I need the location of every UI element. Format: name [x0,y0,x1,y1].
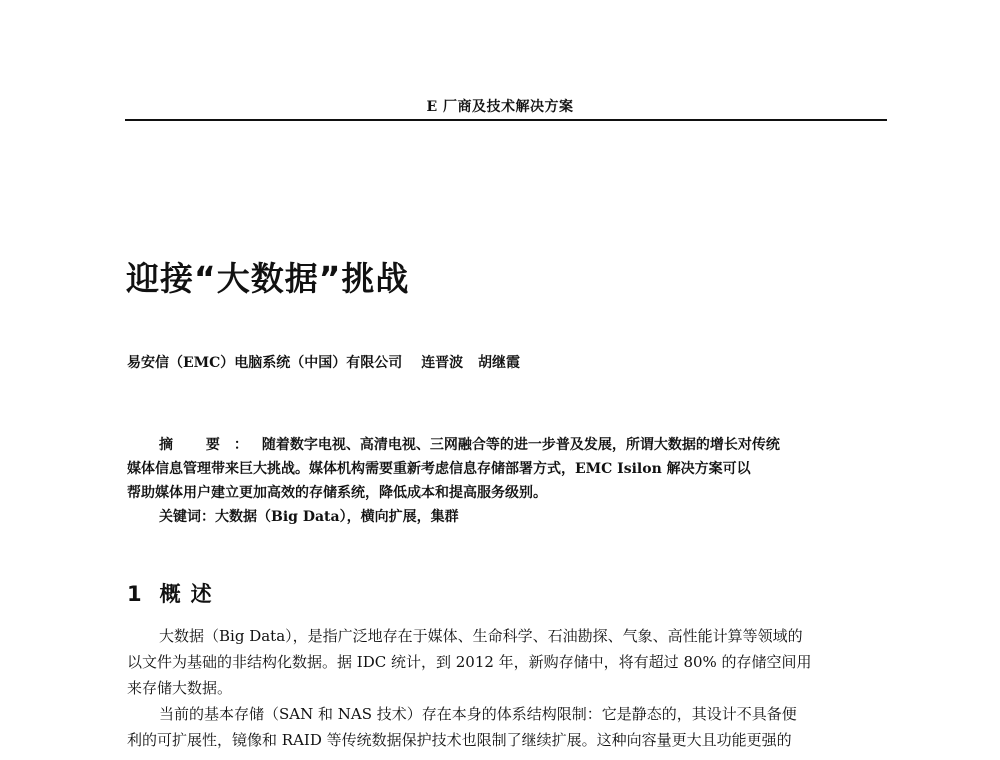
paragraph-line: 来存储大数据。 [127,679,233,697]
abstract-text: 随着数字电视、高清电视、三网融合等的进一步普及发展，所谓大数据的增长对传统 [261,437,780,453]
abstract-label: 摘 要： [159,437,262,453]
abstract-line [127,433,885,457]
author-line [127,352,520,372]
paragraph-line: 以文件为基础的非结构化数据。据 IDC 统计，到 2012 年，新购存储中，将有超过 80% 的存储空间用 [127,653,812,671]
abstract-line: 媒体信息管理带来巨大挑战。媒体机构需要重新考虑信息存储部署方式，EMC Isilon 解决方案可以 [127,461,751,477]
keywords [127,505,885,529]
keywords-text: 大数据（Big Data），横向扩展，集群 [215,509,459,525]
paragraph-line: 当前的基本存储（SAN 和 NAS 技术）存在本身的体系结构限制：它是静态的，其设计不具备便 [159,705,797,723]
section-heading [127,578,222,608]
section-title: 概述 [159,582,222,606]
body-text [127,623,885,753]
abstract [127,433,885,529]
author-affiliation: 易安信（EMC）电脑系统（中国）有限公司 [127,355,403,371]
abstract-line: 帮助媒体用户建立更加高效的存储系统，降低成本和提高服务级别。 [127,485,547,501]
section-number: 1 [127,582,142,606]
paragraph-line: 大数据（Big Data），是指广泛地存在于媒体、生命科学、石油勘探、气象、高性能计算等领域的 [159,627,803,645]
author-names: 连晋波 胡继霞 [421,355,521,371]
keywords-label: 关键词： [159,509,215,525]
paragraph-line: 利的可扩展性，镜像和 RAID 等传统数据保护技术也限制了继续扩展。这种向容量更大且功能更强的 [127,731,792,749]
article-title: 迎接“大数据”挑战 [126,259,410,298]
running-head: E 厂商及技术解决方案 [426,99,574,115]
header-rule [125,119,887,121]
